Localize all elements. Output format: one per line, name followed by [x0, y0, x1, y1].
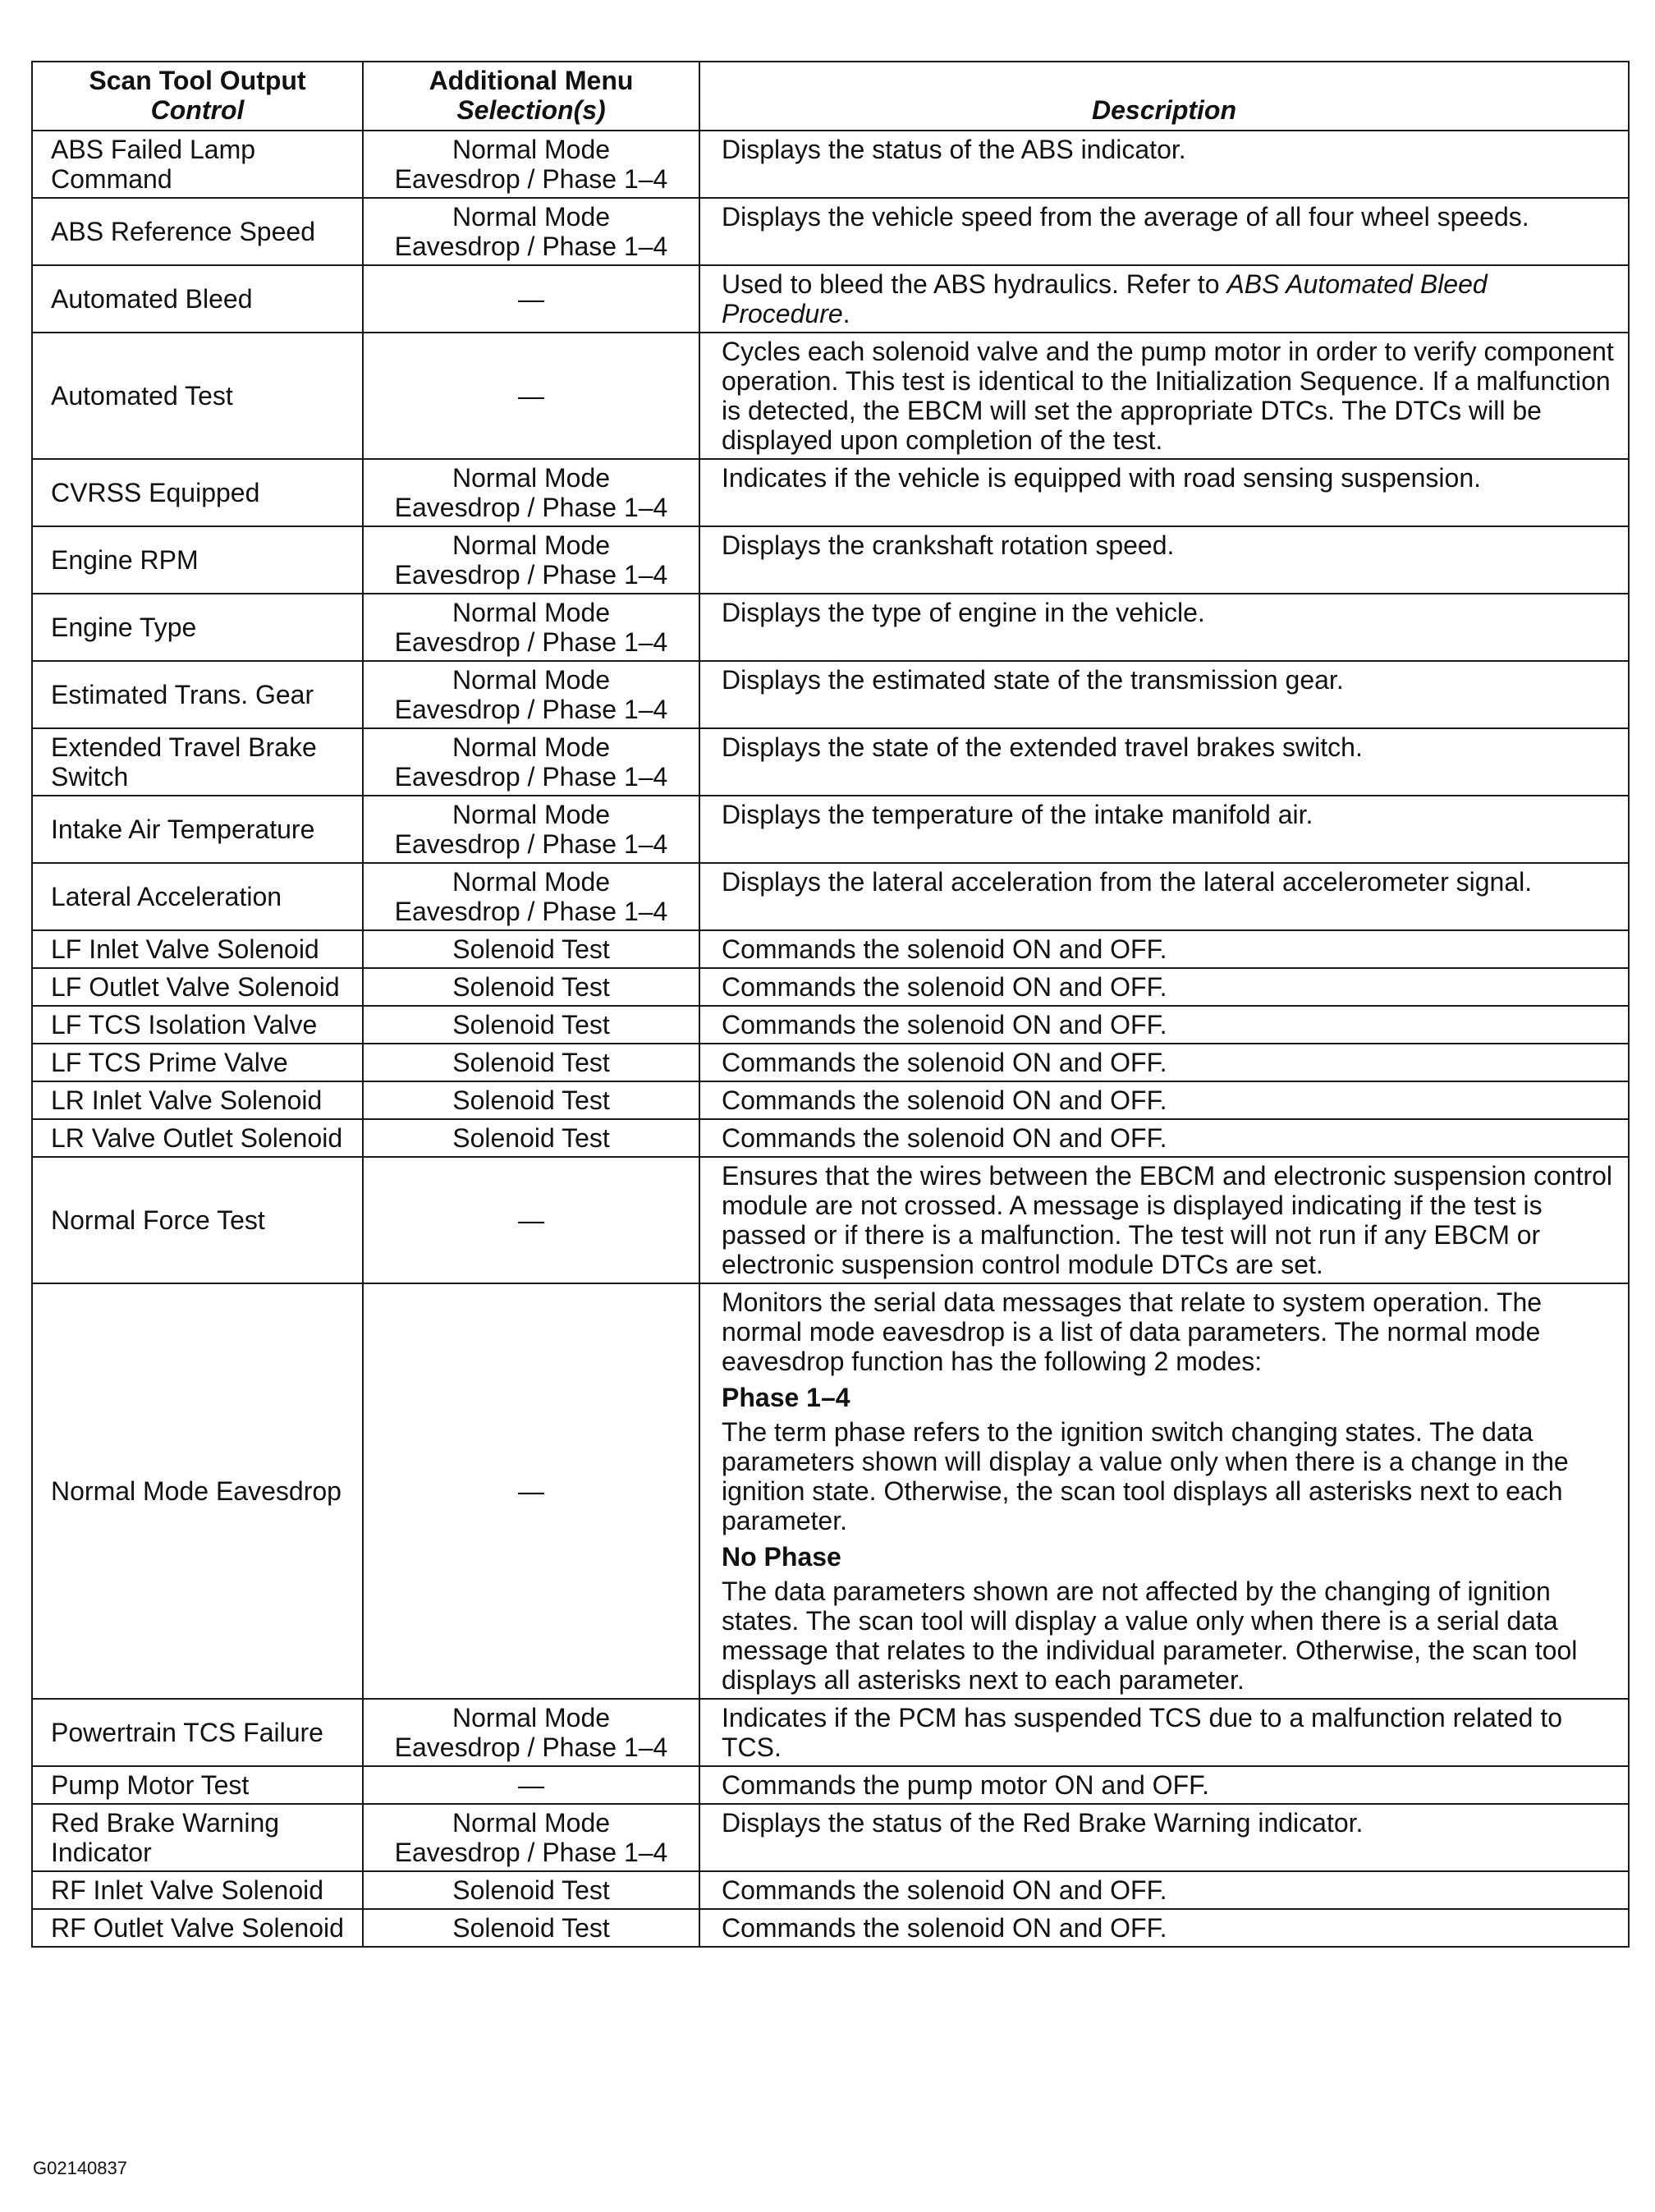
- menu-selection-line: —: [518, 1770, 544, 1800]
- control-cell: LF Inlet Valve Solenoid: [32, 930, 363, 968]
- table-row: [32, 863, 1629, 930]
- control-cell: ABS Failed Lamp Command: [32, 131, 363, 198]
- table-row: [32, 1699, 1629, 1766]
- description-cell: [699, 1157, 1629, 1283]
- control-cell: CVRSS Equipped: [32, 459, 363, 526]
- description-cell: [699, 661, 1629, 728]
- header-control-line2: Control: [150, 95, 245, 125]
- header-description-label: Description: [1091, 95, 1237, 125]
- menu-selection-line: Solenoid Test: [452, 1048, 610, 1077]
- table-row: [32, 1804, 1629, 1871]
- menu-selection-line: —: [518, 284, 544, 314]
- description-paragraph: Cycles each solenoid valve and the pump motor in order to verify component operation. This test is identical to the Initialization Sequence. If a malfunction is detected, the EBCM will set the appropriate DTCs. The DTCs will be displayed upon completion of the test.: [722, 337, 1614, 455]
- description-text-end: .: [842, 299, 850, 328]
- control-cell: Pump Motor Test: [32, 1766, 363, 1804]
- description-paragraph: Commands the solenoid ON and OFF.: [722, 972, 1167, 1002]
- description-cell: [699, 1081, 1629, 1119]
- description-paragraph: Commands the solenoid ON and OFF.: [722, 1048, 1167, 1077]
- table-row: [32, 333, 1629, 459]
- description-paragraph: Ensures that the wires between the EBCM and electronic suspension control module are not crossed. A message is displayed indicating if the test is passed or if there is a malfunction. The test will not run if any EBCM or electronic suspension control module DTCs are set.: [722, 1161, 1613, 1279]
- menu-selection-cell: [363, 1804, 699, 1871]
- control-cell: RF Outlet Valve Solenoid: [32, 1909, 363, 1947]
- menu-selection-cell: [363, 333, 699, 459]
- menu-selection-line: Eavesdrop / Phase 1–4: [394, 1732, 668, 1762]
- description-subheading: No Phase: [722, 1542, 841, 1572]
- description-cell: [699, 728, 1629, 796]
- description-cell: [699, 1871, 1629, 1909]
- menu-selection-cell: [363, 796, 699, 863]
- menu-selection-line: Eavesdrop / Phase 1–4: [394, 164, 668, 194]
- table-row: [32, 1006, 1629, 1044]
- menu-selection-line: Eavesdrop / Phase 1–4: [394, 897, 668, 926]
- description-paragraph: Commands the solenoid ON and OFF.: [722, 1085, 1167, 1115]
- menu-selection-cell: [363, 1766, 699, 1804]
- menu-selection-cell: [363, 930, 699, 968]
- header-menu-line1: Additional Menu: [429, 66, 634, 95]
- table-row: [32, 1119, 1629, 1157]
- description-cell: [699, 265, 1629, 333]
- description-paragraph: Commands the pump motor ON and OFF.: [722, 1770, 1209, 1800]
- header-row: [32, 62, 1629, 131]
- table-row: [32, 1766, 1629, 1804]
- table-row: [32, 459, 1629, 526]
- menu-selection-line: Normal Mode: [452, 1703, 611, 1732]
- menu-selection-line: Eavesdrop / Phase 1–4: [394, 1838, 668, 1867]
- menu-selection-line: Normal Mode: [452, 530, 611, 560]
- table-row: [32, 1871, 1629, 1909]
- menu-selection-line: —: [518, 1476, 544, 1506]
- control-cell: Normal Force Test: [32, 1157, 363, 1283]
- description-cell: [699, 968, 1629, 1006]
- header-control: [32, 62, 363, 131]
- menu-selection-line: —: [518, 381, 544, 411]
- description-cell: [699, 1044, 1629, 1081]
- description-cell: [699, 1766, 1629, 1804]
- description-paragraph: The data parameters shown are not affected by the changing of ignition states. The scan tool will display a value only when there is a serial data message that relates to the individual parameter. Otherwise, the scan tool displays all asterisks next to each parameter.: [722, 1576, 1578, 1695]
- menu-selection-line: Normal Mode: [452, 867, 611, 897]
- menu-selection-line: Normal Mode: [452, 732, 611, 762]
- menu-selection-cell: [363, 1157, 699, 1283]
- menu-selection-line: Eavesdrop / Phase 1–4: [394, 560, 668, 590]
- menu-selection-cell: [363, 863, 699, 930]
- control-cell: Lateral Acceleration: [32, 863, 363, 930]
- menu-selection-cell: [363, 131, 699, 198]
- menu-selection-line: Normal Mode: [452, 598, 611, 627]
- control-cell: Automated Test: [32, 333, 363, 459]
- description-paragraph: Commands the solenoid ON and OFF.: [722, 1913, 1167, 1943]
- menu-selection-line: Normal Mode: [452, 463, 611, 493]
- description-paragraph: The term phase refers to the ignition switch changing states. The data parameters shown will display a value only when there is a change in the ignition state. Otherwise, the scan tool displays all asterisks next to each parameter.: [722, 1417, 1569, 1535]
- description-paragraph: Displays the lateral acceleration from the lateral accelerometer signal.: [722, 867, 1533, 897]
- menu-selection-line: Solenoid Test: [452, 1010, 610, 1039]
- control-cell: Intake Air Temperature: [32, 796, 363, 863]
- description-paragraph: Indicates if the PCM has suspended TCS due to a malfunction related to TCS.: [722, 1703, 1562, 1762]
- control-cell: Engine RPM: [32, 526, 363, 594]
- menu-selection-cell: [363, 968, 699, 1006]
- control-cell: Normal Mode Eavesdrop: [32, 1283, 363, 1699]
- menu-selection-line: Eavesdrop / Phase 1–4: [394, 695, 668, 724]
- description-subheading: Phase 1–4: [722, 1383, 850, 1412]
- menu-selection-cell: [363, 526, 699, 594]
- description-paragraph: Displays the status of the Red Brake Warning indicator.: [722, 1808, 1364, 1838]
- header-menu-line2: Selection(s): [456, 95, 606, 125]
- scan-tool-output-control-table: [31, 61, 1630, 1948]
- menu-selection-cell: [363, 1909, 699, 1947]
- menu-selection-cell: [363, 728, 699, 796]
- description-cell: [699, 594, 1629, 661]
- table-row: [32, 728, 1629, 796]
- description-paragraph: Displays the state of the extended travel brakes switch.: [722, 732, 1363, 762]
- description-cell: [699, 526, 1629, 594]
- table-row: [32, 594, 1629, 661]
- control-cell: Engine Type: [32, 594, 363, 661]
- table-row: [32, 1157, 1629, 1283]
- table-row: [32, 661, 1629, 728]
- menu-selection-line: Normal Mode: [452, 202, 611, 232]
- menu-selection-line: Solenoid Test: [452, 1913, 610, 1943]
- description-cell: [699, 459, 1629, 526]
- description-paragraph: Commands the solenoid ON and OFF.: [722, 1123, 1167, 1153]
- control-cell: Automated Bleed: [32, 265, 363, 333]
- table-header: [32, 62, 1629, 131]
- menu-selection-cell: [363, 1044, 699, 1081]
- table-row: [32, 131, 1629, 198]
- menu-selection-cell: [363, 1699, 699, 1766]
- description-paragraph: Displays the estimated state of the transmission gear.: [722, 665, 1344, 695]
- description-paragraph: Displays the temperature of the intake manifold air.: [722, 800, 1313, 829]
- menu-selection-cell: [363, 1119, 699, 1157]
- menu-selection-cell: [363, 1871, 699, 1909]
- table-row: [32, 1044, 1629, 1081]
- table-body: [32, 131, 1629, 1947]
- description-paragraph: Indicates if the vehicle is equipped with road sensing suspension.: [722, 463, 1482, 493]
- menu-selection-cell: [363, 459, 699, 526]
- control-cell: LF TCS Isolation Valve: [32, 1006, 363, 1044]
- table-row: [32, 198, 1629, 265]
- description-paragraph: Displays the status of the ABS indicator.: [722, 135, 1186, 164]
- menu-selection-cell: [363, 1283, 699, 1699]
- header-control-line1: Scan Tool Output: [89, 66, 306, 95]
- menu-selection-line: Solenoid Test: [452, 1085, 610, 1115]
- image-id-label: G02140837: [33, 2158, 127, 2178]
- description-text: Used to bleed the ABS hydraulics. Refer to: [722, 269, 1227, 299]
- description-paragraph: Displays the type of engine in the vehicle.: [722, 598, 1205, 627]
- description-paragraph: Monitors the serial data messages that relate to system operation. The normal mode eavesdrop is a list of data parameters. The normal mode eavesdrop function has the following 2 modes:: [722, 1287, 1543, 1376]
- description-cell: [699, 1283, 1629, 1699]
- menu-selection-cell: [363, 198, 699, 265]
- control-cell: LR Inlet Valve Solenoid: [32, 1081, 363, 1119]
- procedure-reference: ABS Automated Bleed Procedure: [722, 269, 1488, 328]
- description-paragraph: Commands the solenoid ON and OFF.: [722, 1875, 1167, 1905]
- menu-selection-line: Normal Mode: [452, 1808, 611, 1838]
- control-cell: Estimated Trans. Gear: [32, 661, 363, 728]
- description-cell: [699, 863, 1629, 930]
- description-cell: [699, 333, 1629, 459]
- menu-selection-line: Normal Mode: [452, 665, 611, 695]
- control-cell: LF TCS Prime Valve: [32, 1044, 363, 1081]
- table-row: [32, 796, 1629, 863]
- header-description: [699, 62, 1629, 131]
- menu-selection-cell: [363, 1006, 699, 1044]
- table-row: [32, 1081, 1629, 1119]
- description-cell: [699, 131, 1629, 198]
- menu-selection-line: Solenoid Test: [452, 1875, 610, 1905]
- menu-selection-cell: [363, 594, 699, 661]
- table-row: [32, 930, 1629, 968]
- menu-selection-line: Eavesdrop / Phase 1–4: [394, 762, 668, 792]
- menu-selection-line: Solenoid Test: [452, 1123, 610, 1153]
- menu-selection-line: Normal Mode: [452, 800, 611, 829]
- description-paragraph: [722, 269, 1616, 328]
- control-cell: Extended Travel Brake Switch: [32, 728, 363, 796]
- menu-selection-cell: [363, 265, 699, 333]
- description-cell: [699, 1006, 1629, 1044]
- menu-selection-line: Normal Mode: [452, 135, 611, 164]
- description-cell: [699, 1804, 1629, 1871]
- control-cell: Red Brake Warning Indicator: [32, 1804, 363, 1871]
- menu-selection-line: Solenoid Test: [452, 972, 610, 1002]
- menu-selection-line: Solenoid Test: [452, 934, 610, 964]
- menu-selection-cell: [363, 661, 699, 728]
- description-paragraph: Commands the solenoid ON and OFF.: [722, 1010, 1167, 1039]
- header-menu: [363, 62, 699, 131]
- control-cell: Powertrain TCS Failure: [32, 1699, 363, 1766]
- table-row: [32, 968, 1629, 1006]
- control-cell: LR Valve Outlet Solenoid: [32, 1119, 363, 1157]
- menu-selection-line: Eavesdrop / Phase 1–4: [394, 627, 668, 657]
- description-cell: [699, 930, 1629, 968]
- control-cell: ABS Reference Speed: [32, 198, 363, 265]
- description-cell: [699, 198, 1629, 265]
- table-row: [32, 526, 1629, 594]
- description-paragraph: Displays the crankshaft rotation speed.: [722, 530, 1175, 560]
- description-cell: [699, 1119, 1629, 1157]
- menu-selection-line: Eavesdrop / Phase 1–4: [394, 232, 668, 261]
- description-paragraph: Commands the solenoid ON and OFF.: [722, 934, 1167, 964]
- description-cell: [699, 1699, 1629, 1766]
- control-cell: LF Outlet Valve Solenoid: [32, 968, 363, 1006]
- table-row: [32, 1909, 1629, 1947]
- menu-selection-line: Eavesdrop / Phase 1–4: [394, 829, 668, 859]
- description-paragraph: Displays the vehicle speed from the average of all four wheel speeds.: [722, 202, 1529, 232]
- table-row: [32, 265, 1629, 333]
- description-cell: [699, 1909, 1629, 1947]
- menu-selection-line: Eavesdrop / Phase 1–4: [394, 493, 668, 522]
- table-row: [32, 1283, 1629, 1699]
- menu-selection-cell: [363, 1081, 699, 1119]
- description-cell: [699, 796, 1629, 863]
- control-cell: RF Inlet Valve Solenoid: [32, 1871, 363, 1909]
- menu-selection-line: —: [518, 1205, 544, 1235]
